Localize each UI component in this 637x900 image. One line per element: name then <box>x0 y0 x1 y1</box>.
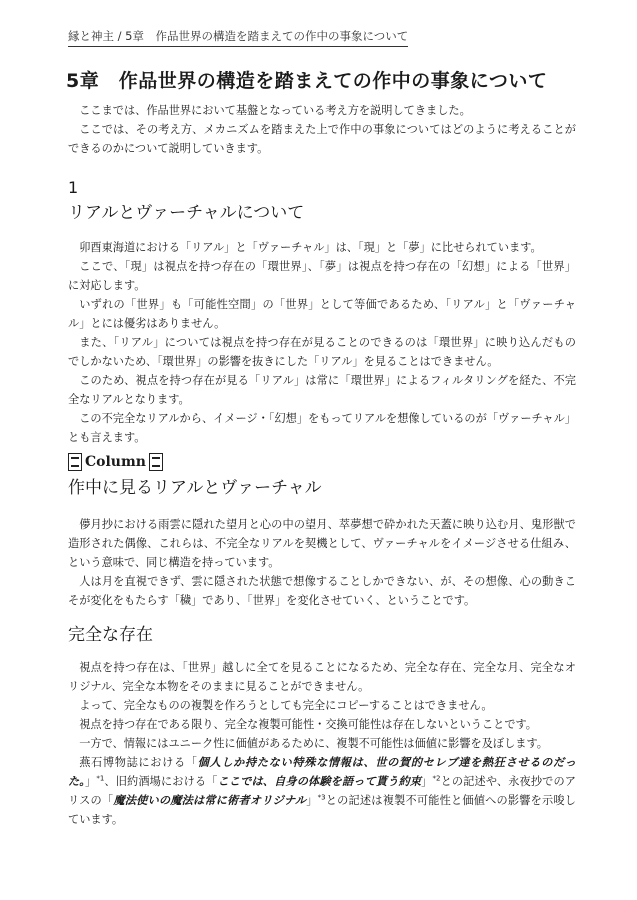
paragraph: よって、完全なものの複製を作ろうとしても完全にコピーすることはできません。 <box>79 699 493 712</box>
paragraph: 卯酉東海道における「リアル」と「ヴァーチャル」は、「現」と「夢」に比せられています。 <box>79 241 542 254</box>
column-ornament-icon <box>68 453 82 471</box>
text: 」 <box>85 775 97 788</box>
paragraph: この不完全なリアルから、イメージ・「幻想」をもってリアルを想像しているのが「ヴァーチャル」とも言えます。 <box>68 412 576 444</box>
intro-text <box>68 101 576 158</box>
paragraph: また、「リアル」については視点を持つ存在が見ることのできるのは「環世界」に映り込んだものでしかないため、「環世界」の影響を抜きにした「リアル」を見ることはできません。 <box>68 336 576 368</box>
footnote-ref: *1 <box>96 774 105 783</box>
paragraph-with-quotes <box>68 753 576 829</box>
paragraph: ここまでは、作品世界において基盤となっている考え方を説明してきました。 <box>79 104 471 117</box>
paragraph: いずれの「世界」も「可能性空間」の「世界」として等価であるため、「リアル」と「ヴァーチャル」とには優劣はありません。 <box>68 298 576 330</box>
quote: ここでは、自身の体験を語って貰う約束 <box>217 775 422 788</box>
text: との記述は複製不可能性と価値への影響を示唆しています。 <box>68 794 576 826</box>
text: との記述や、永夜抄でのアリスの「 <box>68 775 576 807</box>
section1-text <box>68 238 576 447</box>
paragraph: このため、視点を持つ存在が見る「リアル」は常に「環世界」によるフィルタリングを経た、不完全なリアルとなります。 <box>68 374 576 406</box>
paragraph: ここでは、その考え方、メカニズムを踏まえた上で作中の事象についてはどのように考えることができるのかについて説明していきます。 <box>68 123 576 155</box>
section-title: リアルとヴァーチャルについて <box>68 203 305 223</box>
paragraph: 視点を持つ存在である限り、完全な複製可能性・交換可能性は存在しないということです。 <box>79 718 537 731</box>
paragraph: 儚月抄における雨雲に隠れた望月と心の中の望月、萃夢想で砕かれた天蓋に映り込む月、鬼形獣で造形された偶像、これらは、不完全なリアルを契機として、ヴァーチャルをイメージさせる仕組み、という意味で、同じ構造を持っています。 <box>68 518 576 569</box>
footnote-ref: *2 <box>432 774 441 783</box>
quote: 個人しか持たない特殊な情報は、世の賀的セレブ達を熱狂させるのだった。 <box>68 756 576 788</box>
text: 燕石博物誌における「 <box>79 756 198 769</box>
quote: 魔法使いの魔法は常に術者オリジナル <box>113 794 307 807</box>
column-text <box>68 515 576 610</box>
paragraph: 人は月を直視できず、雲に隠された状態で想像することしかできない、が、その想像、心の動きこそが変化をもたらす「穢」であり、「世界」を変化させていく、ということです。 <box>68 575 576 607</box>
section-number: 1 <box>68 178 79 197</box>
column-label: Column <box>85 454 146 470</box>
paragraph: 一方で、情報にはユニーク性に価値があるために、複製不可能性は価値に影響を及ぼします。 <box>79 737 548 750</box>
section2-text <box>68 658 576 829</box>
column-title: 作中に見るリアルとヴァーチャル <box>68 478 322 498</box>
footnote-ref: *3 <box>317 793 326 802</box>
paragraph: 視点を持つ存在は、「世界」越しに全てを見ることになるため、完全な存在、完全な月、完全なオリジナル、完全な本物をそのままに見ることができません。 <box>68 661 576 693</box>
text: 」 <box>306 794 318 807</box>
chapter-title: 5章 作品世界の構造を踏まえての作中の事象について <box>66 70 548 92</box>
paragraph: ここで、「現」は視点を持つ存在の「環世界」、「夢」は視点を持つ存在の「幻想」による「世界」に対応します。 <box>68 260 576 292</box>
text: 」 <box>421 775 433 788</box>
text: 、旧約酒場における「 <box>104 775 218 788</box>
section-title: 完全な存在 <box>68 625 153 645</box>
column-badge <box>68 452 163 472</box>
column-ornament-icon <box>149 453 163 471</box>
running-header: 縁と神主 / 5章 作品世界の構造を踏まえての作中の事象について <box>68 28 408 47</box>
